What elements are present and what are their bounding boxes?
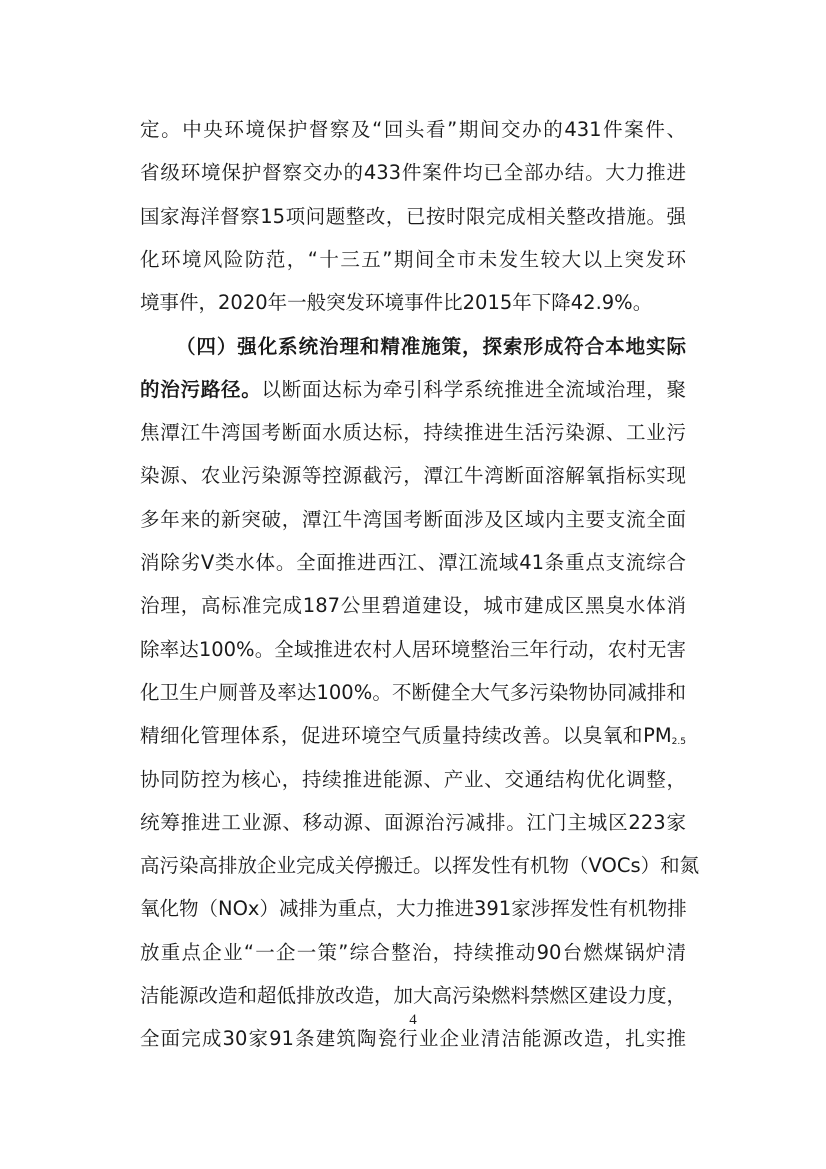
text-line: 化卫生户厕普及率达100%。不断健全大气多污染物协同减排和 (140, 680, 686, 704)
text-segment: 以断面达标为牵引科学系统推进全流域治理，聚 (261, 377, 686, 401)
text-line: 化环境风险防范，“十三五”期间全市未发生较大以上突发环 (140, 247, 686, 271)
text-line: 消除劣Ⅴ类水体。全面推进西江、潭江流域41条重点支流综合 (140, 551, 686, 574)
text-segment: 精细化管理体系，促进环境空气质量持续改善。以臭氧和PM (140, 724, 672, 748)
text-line: 治理，高标准完成187公里碧道建设，城市建成区黑臭水体消 (140, 594, 686, 618)
page-number: 4 (409, 1012, 417, 1028)
text-line: 协同防控为核心，持续推进能源、产业、交通结构优化调整， (140, 767, 686, 791)
text-line: 统筹推进工业源、移动源、面源治污减排。江门主城区223家 (140, 810, 686, 834)
text-line: 染源、农业污染源等控源截污，潭江牛湾断面溶解氧指标实现 (140, 464, 686, 488)
section-heading: （四）强化系统治理和精准施策，探索形成符合本地实际 (176, 334, 686, 358)
text-line: 除率达100%。全域推进农村人居环境整治三年行动，农村无害 (140, 637, 686, 661)
subscript: 2.5 (671, 737, 686, 748)
text-line: 全面完成30家91条建筑陶瓷行业企业清洁能源改造，扎实推 (140, 1027, 686, 1051)
text-line: 洁能源改造和超低排放改造，加大高污染燃料禁燃区建设力度， (140, 984, 687, 1007)
text-line: 高污染高排放企业完成关停搬迁。以挥发性有机物（VOCs）和氮 (140, 854, 700, 878)
text-line (140, 714, 686, 757)
text-line: 放重点企业“一企一策”综合整治，持续推动90台燃煤锅炉清 (140, 940, 686, 964)
text-line: 焦潭江牛湾国考断面水质达标，持续推进生活污染源、工业污 (140, 421, 686, 445)
text-line (140, 368, 686, 411)
text-line: 省级环境保护督察交办的433件案件均已全部办结。大力推进 (140, 161, 686, 185)
text-line: 定。中央环境保护督察及“回头看”期间交办的431件案件、 (140, 118, 686, 141)
text-line: 境事件，2020年一般突发环境事件比2015年下降42.9%。 (140, 291, 653, 315)
section-heading-end: 的治污路径。 (140, 377, 262, 401)
text-line: 氧化物（NOx）减排为重点，大力推进391家涉挥发性有机物排 (140, 897, 687, 921)
text-line: 多年来的新突破，潭江牛湾国考断面涉及区域内主要支流全面 (140, 507, 686, 531)
text-line: 国家海洋督察15项问题整改，已按时限完成相关整改措施。强 (140, 204, 686, 228)
